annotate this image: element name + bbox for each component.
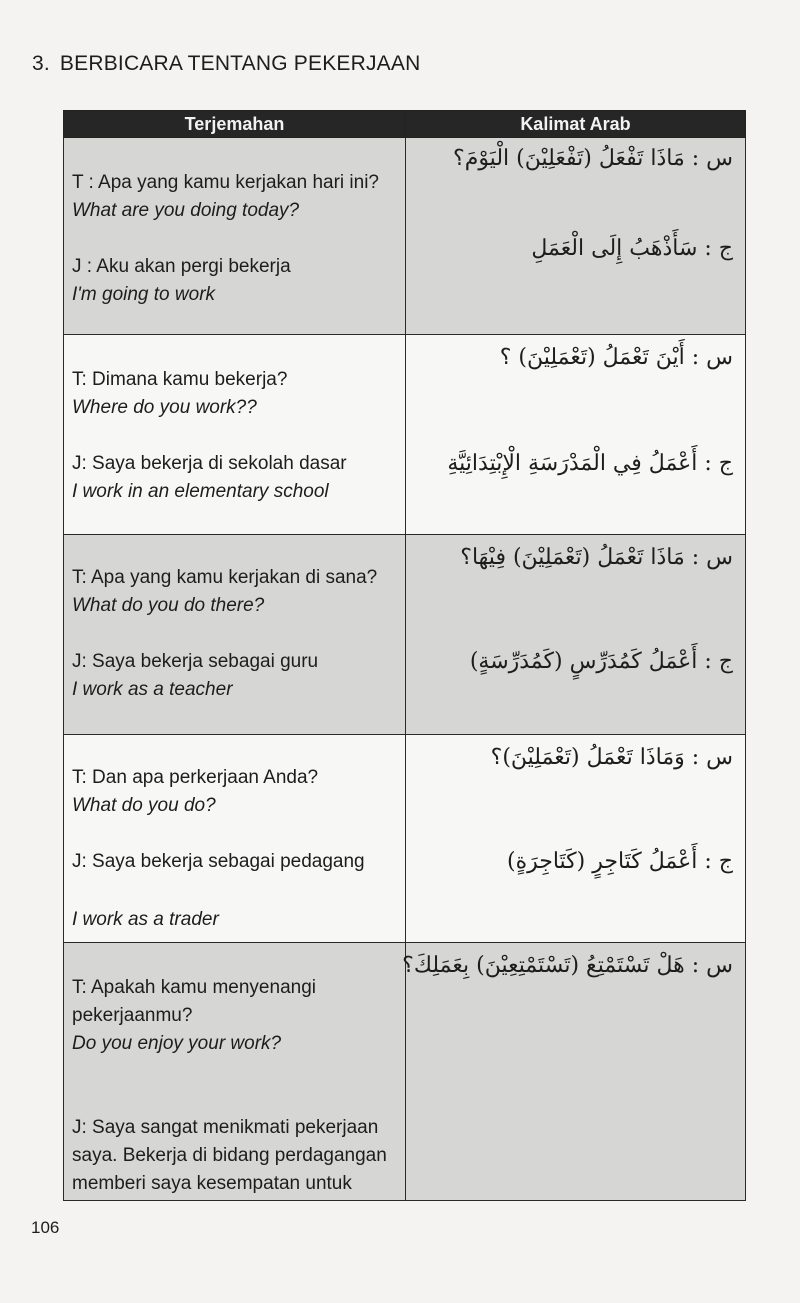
question-id: T : Apa yang kamu kerjakan hari ini?	[72, 172, 379, 193]
page-number: 106	[31, 1218, 60, 1237]
answer-id: J : Aku akan pergi bekerja	[72, 256, 291, 277]
dialog-table	[63, 110, 746, 1201]
table-row	[64, 735, 746, 943]
answer-ar: ج : سَأَذْهَبُ إِلَى الْعَمَلِ	[531, 236, 733, 261]
question-id: T: Dimana kamu bekerja?	[72, 369, 288, 390]
answer-ar: ج : أَعْمَلُ كَتَاجِرٍ (كَتَاجِرَةٍ)	[506, 849, 733, 874]
answer-en: I work as a trader	[72, 909, 219, 930]
answer-id: J: Saya bekerja sebagai pedagang	[72, 851, 365, 872]
translation-cell	[64, 735, 406, 943]
arabic-cell	[406, 535, 746, 735]
question-en: What do you do there?	[72, 595, 265, 616]
arabic-cell	[406, 335, 746, 535]
table-row	[64, 943, 746, 1201]
question-id-cont: pekerjaanmu?	[72, 1005, 193, 1026]
question-ar: س : هَلْ تَسْتَمْتِعُ (تَسْتَمْتِعِيْنَ) بِعَمَلِكَ؟	[402, 953, 733, 978]
question-ar: س : مَاذَا تَفْعَلُ (تَفْعَلِيْنَ) الْيَوْمَ؟	[453, 146, 733, 171]
arabic-cell	[402, 943, 746, 1201]
header-translation: Terjemahan	[64, 111, 406, 138]
question-en: What do you do?	[72, 795, 216, 816]
answer-en: I'm going to work	[72, 284, 216, 305]
answer-id: J: Saya bekerja sebagai guru	[72, 651, 319, 672]
table-header-row	[64, 111, 746, 138]
question-ar: س : وَمَاذَا تَعْمَلُ (تَعْمَلِيْنَ)؟	[490, 745, 733, 770]
question-id: T: Apakah kamu menyenangi	[72, 977, 316, 998]
translation-cell	[64, 138, 406, 335]
answer-ar: ج : أَعْمَلُ كَمُدَرِّسٍ (كَمُدَرِّسَةٍ)	[469, 649, 733, 674]
translation-cell	[64, 943, 406, 1201]
section-heading	[32, 52, 420, 76]
translation-cell	[64, 335, 406, 535]
question-en: Where do you work??	[72, 397, 257, 418]
table-row	[64, 535, 746, 735]
table-row	[64, 138, 746, 335]
answer-en: I work as a teacher	[72, 679, 233, 700]
answer-id: J: Saya sangat menikmati pekerjaan	[72, 1117, 379, 1138]
arabic-cell	[406, 735, 746, 943]
arabic-cell	[406, 138, 746, 335]
answer-id: J: Saya bekerja di sekolah dasar	[72, 453, 347, 474]
section-title: BERBICARA TENTANG PEKERJAAN	[59, 52, 421, 75]
answer-ar: ج : أَعْمَلُ فِي الْمَدْرَسَةِ الْإِبْتِدَائِيَّةِ	[447, 451, 733, 476]
question-ar: س : مَاذَا تَعْمَلُ (تَعْمَلِيْنَ) فِيْهَا؟	[460, 545, 733, 570]
table-row	[64, 335, 746, 535]
answer-en: I work in an elementary school	[72, 481, 329, 502]
answer-id-cont: saya. Bekerja di bidang perdagangan	[72, 1145, 387, 1166]
header-arabic: Kalimat Arab	[406, 111, 746, 138]
translation-cell	[64, 535, 406, 735]
answer-id-cont: memberi saya kesempatan untuk	[72, 1173, 352, 1194]
question-id: T: Apa yang kamu kerjakan di sana?	[72, 567, 378, 588]
question-en: What are you doing today?	[72, 200, 300, 221]
section-number: 3.	[32, 52, 50, 75]
question-en: Do you enjoy your work?	[72, 1033, 282, 1054]
question-ar: س : أَيْنَ تَعْمَلُ (تَعْمَلِيْنَ) ؟	[499, 345, 733, 370]
question-id: T: Dan apa perkerjaan Anda?	[72, 767, 319, 788]
